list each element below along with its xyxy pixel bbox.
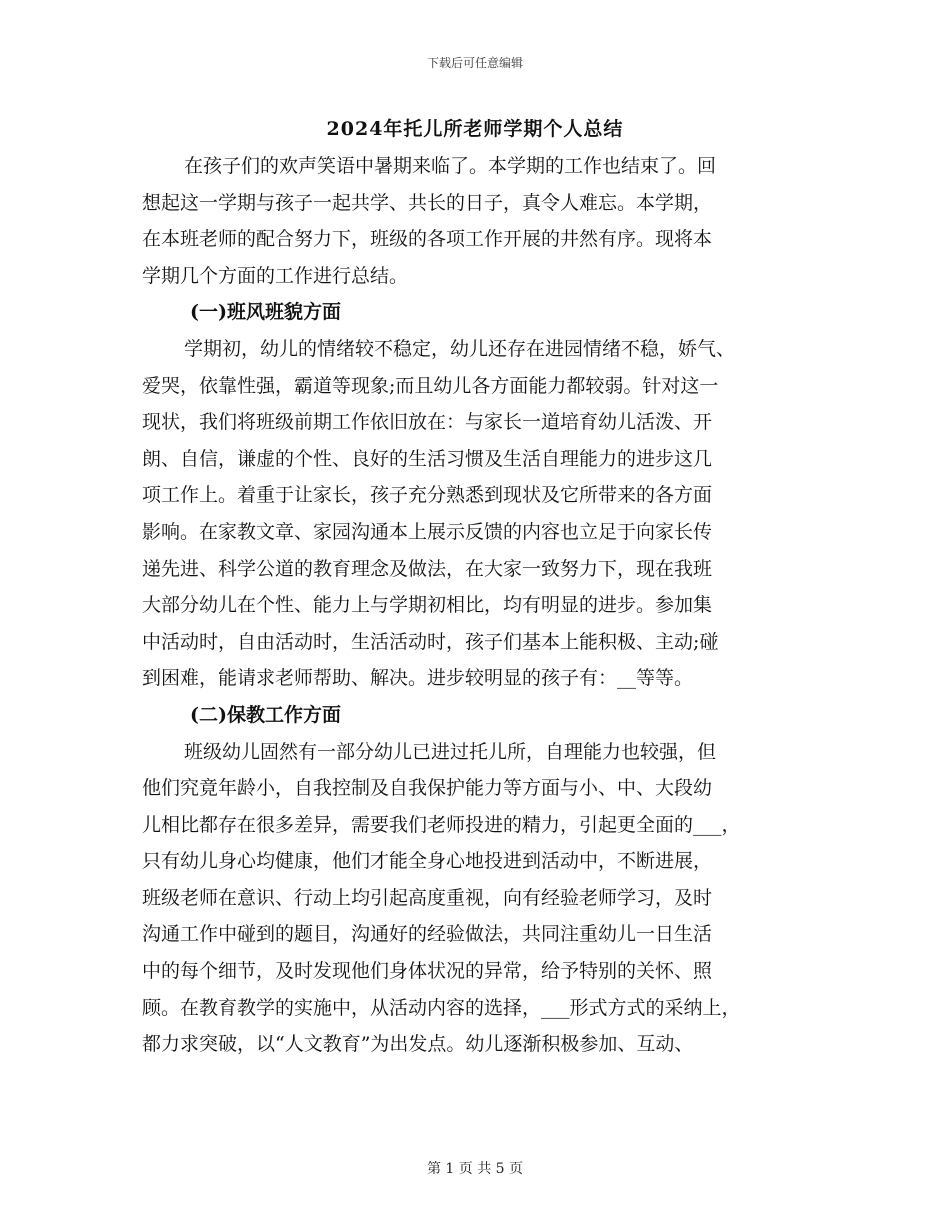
body-line: 学期几个方面的工作进行总结。 bbox=[142, 264, 409, 287]
body-line: 班级幼儿固然有一部分幼儿已进过托儿所，自理能力也较强，但 bbox=[184, 740, 717, 763]
body-line: 中的每个细节，及时发现他们身体状况的异常，给予特别的关怀、照 bbox=[142, 960, 713, 983]
body-line: 到困难，能请求老师帮助、解决。进步较明显的孩子有：__等等。 bbox=[142, 667, 694, 690]
body-line: 想起这一学期与孩子一起共学、共长的日子，真令人难忘。本学期， bbox=[142, 191, 713, 214]
body-line: 大部分幼儿在个性、能力上与学期初相比，均有明显的进步。参加集 bbox=[142, 594, 713, 617]
section-heading: (二)保教工作方面 bbox=[190, 703, 341, 726]
page-header-note: 下载后可任意编辑 bbox=[426, 56, 523, 70]
body-line: 顾。在教育教学的实施中，从活动内容的选择，___形式方式的采纳上， bbox=[142, 996, 741, 1019]
section-heading: (一)班风班貌方面 bbox=[190, 301, 341, 324]
body-line: 递先进、科学公道的教育理念及做法，在大家一致努力下，现在我班 bbox=[142, 557, 713, 580]
body-line: 在本班老师的配合努力下，班级的各项工作开展的井然有序。现将本 bbox=[142, 228, 713, 251]
body-line: 影响。在家教文章、家园沟通本上展示反馈的内容也立足于向家长传 bbox=[142, 520, 713, 543]
body-line: 在孩子们的欢声笑语中暑期来临了。本学期的工作也结束了。回 bbox=[184, 155, 717, 177]
body-line: 学期初，幼儿的情绪较不稳定，幼儿还存在进园情绪不稳，娇气、 bbox=[184, 337, 736, 360]
body-line: 朗、自信，谦虚的个性、良好的生活习惯及生活自理能力的进步这几 bbox=[142, 447, 713, 470]
body-line: 沟通工作中碰到的题目，沟通好的经验做法，共同注重幼儿一日生活 bbox=[142, 923, 713, 946]
body-line: 班级老师在意识、行动上均引起高度重视，向有经验老师学习，及时 bbox=[142, 886, 713, 909]
body-line: 都力求突破，以“人文教育”为出发点。幼儿逐渐积极参加、互动、 bbox=[142, 1033, 694, 1056]
body-line: 他们究竟年龄小，自我控制及自我保护能力等方面与小、中、大段幼 bbox=[142, 777, 713, 800]
document-body bbox=[142, 148, 810, 1063]
body-line: 爱哭，依靠性强，霸道等现象;而且幼儿各方面能力都较弱。针对这一 bbox=[142, 374, 719, 397]
body-line: 只有幼儿身心均健康，他们才能全身心地投进到活动中，不断进展， bbox=[142, 850, 713, 873]
body-line: 儿相比都存在很多差异，需要我们老师投进的精力，引起更全面的___， bbox=[142, 813, 741, 836]
body-line: 现状，我们将班级前期工作依旧放在：与家长一道培育幼儿活泼、开 bbox=[142, 411, 713, 434]
body-line: 中活动时，自由活动时，生活活动时，孩子们基本上能积极、主动;碰 bbox=[142, 630, 719, 653]
page-number: 第 1 页 共 5 页 bbox=[426, 1161, 524, 1177]
body-line: 项工作上。着重于让家长，孩子充分熟悉到现状及它所带来的各方面 bbox=[142, 484, 713, 507]
document-title: 2024年托儿所老师学期个人总结 bbox=[326, 118, 624, 140]
